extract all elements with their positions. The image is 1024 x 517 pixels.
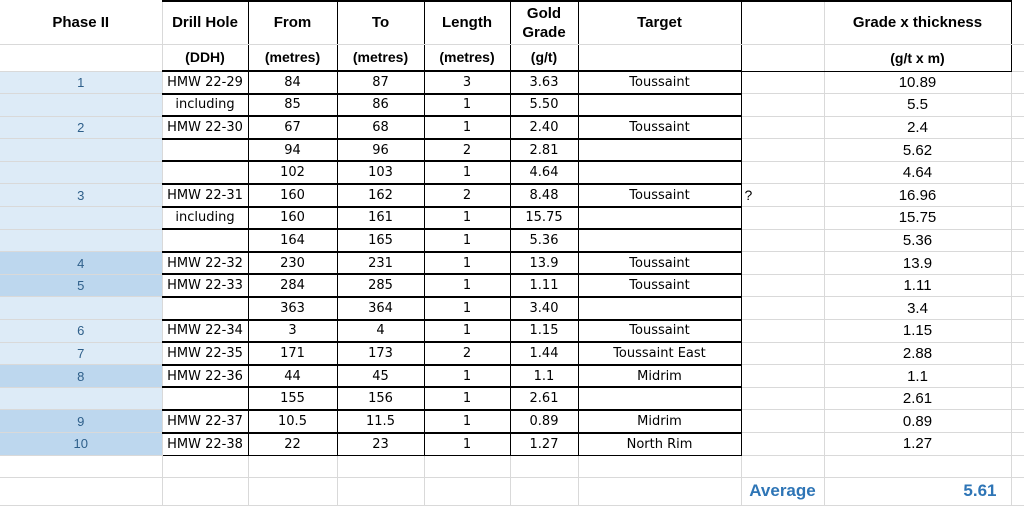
cell-drill-hole: HMW 22-38	[162, 433, 248, 456]
cell-note	[741, 139, 824, 162]
cell-gold-grade: 5.36	[510, 229, 578, 252]
cell-gold-grade: 2.40	[510, 116, 578, 139]
cell-phase: 7	[0, 342, 162, 365]
cell-gold-grade: 4.64	[510, 161, 578, 184]
cell-target	[578, 161, 741, 184]
cell-from: 94	[248, 139, 337, 162]
cell-from: 230	[248, 252, 337, 275]
average-value: 5.61	[824, 477, 1011, 505]
cell-grade-x-thickness: 2.4	[824, 116, 1011, 139]
cell-target: Toussaint	[578, 184, 741, 207]
header-blank-2	[1011, 1, 1024, 44]
cell-from: 10.5	[248, 410, 337, 433]
cell-from: 171	[248, 342, 337, 365]
cell-to: 4	[337, 320, 424, 343]
data-rows	[0, 71, 1024, 455]
cell-drill-hole	[162, 387, 248, 410]
average-label: Average	[741, 477, 824, 505]
cell-from: 160	[248, 184, 337, 207]
cell-gold-grade: 1.44	[510, 342, 578, 365]
cell-blank	[1011, 410, 1024, 433]
cell-target	[578, 297, 741, 320]
cell-gold-grade: 8.48	[510, 184, 578, 207]
cell-note	[741, 297, 824, 320]
cell-length: 1	[424, 433, 510, 456]
table-row	[0, 433, 1024, 456]
cell-drill-hole	[162, 297, 248, 320]
cell-note	[741, 229, 824, 252]
subheader-target	[578, 44, 741, 71]
cell-to: 364	[337, 297, 424, 320]
cell-note	[741, 387, 824, 410]
cell-grade-x-thickness: 16.96	[824, 184, 1011, 207]
cell-to: 162	[337, 184, 424, 207]
spacer-row	[0, 455, 1024, 477]
cell-gold-grade: 2.61	[510, 387, 578, 410]
cell-to: 86	[337, 94, 424, 117]
table-row	[0, 229, 1024, 252]
cell-to: 285	[337, 274, 424, 297]
cell-drill-hole: HMW 22-35	[162, 342, 248, 365]
cell-note: ?	[741, 184, 824, 207]
cell-phase: 6	[0, 320, 162, 343]
cell-to: 11.5	[337, 410, 424, 433]
cell-from: 3	[248, 320, 337, 343]
cell-length: 2	[424, 184, 510, 207]
cell-grade-x-thickness: 5.62	[824, 139, 1011, 162]
table-row	[0, 297, 1024, 320]
cell-blank	[1011, 252, 1024, 275]
header-to: To	[337, 1, 424, 44]
cell-grade-x-thickness: 3.4	[824, 297, 1011, 320]
cell-note	[741, 320, 824, 343]
cell-blank	[1011, 433, 1024, 456]
cell-target: Toussaint	[578, 116, 741, 139]
cell-blank	[1011, 116, 1024, 139]
cell-length: 1	[424, 229, 510, 252]
header-length: Length	[424, 1, 510, 44]
table-row	[0, 139, 1024, 162]
cell-phase: 9	[0, 410, 162, 433]
cell-note	[741, 207, 824, 230]
cell-length: 2	[424, 342, 510, 365]
cell-blank	[1011, 342, 1024, 365]
cell-note	[741, 116, 824, 139]
cell-from: 85	[248, 94, 337, 117]
cell-phase: 1	[0, 71, 162, 94]
cell-grade-x-thickness: 13.9	[824, 252, 1011, 275]
cell-gold-grade: 3.63	[510, 71, 578, 94]
cell-blank	[1011, 207, 1024, 230]
cell-phase	[0, 161, 162, 184]
header-blank	[741, 1, 824, 44]
cell-phase: 4	[0, 252, 162, 275]
cell-gold-grade: 15.75	[510, 207, 578, 230]
cell-gold-grade: 2.81	[510, 139, 578, 162]
cell-note	[741, 433, 824, 456]
cell-drill-hole: including	[162, 207, 248, 230]
table-row	[0, 184, 1024, 207]
header-from: From	[248, 1, 337, 44]
subheader-to: (metres)	[337, 44, 424, 71]
cell-gold-grade: 0.89	[510, 410, 578, 433]
cell-to: 156	[337, 387, 424, 410]
cell-note	[741, 252, 824, 275]
table-row	[0, 94, 1024, 117]
cell-phase	[0, 387, 162, 410]
cell-blank	[1011, 297, 1024, 320]
cell-to: 161	[337, 207, 424, 230]
cell-to: 68	[337, 116, 424, 139]
cell-to: 231	[337, 252, 424, 275]
subheader-row	[0, 44, 1024, 71]
cell-grade-x-thickness: 0.89	[824, 410, 1011, 433]
cell-length: 1	[424, 365, 510, 388]
cell-grade-x-thickness: 2.88	[824, 342, 1011, 365]
cell-gold-grade: 1.27	[510, 433, 578, 456]
cell-phase: 5	[0, 274, 162, 297]
cell-from: 44	[248, 365, 337, 388]
header-phase: Phase II	[0, 1, 162, 44]
cell-drill-hole: HMW 22-30	[162, 116, 248, 139]
table-row	[0, 410, 1024, 433]
cell-from: 84	[248, 71, 337, 94]
cell-note	[741, 161, 824, 184]
cell-note	[741, 274, 824, 297]
cell-length: 1	[424, 274, 510, 297]
cell-length: 2	[424, 139, 510, 162]
header-grade-x-thickness: Grade x thickness	[824, 1, 1011, 44]
cell-drill-hole: HMW 22-32	[162, 252, 248, 275]
cell-drill-hole	[162, 229, 248, 252]
cell-length: 1	[424, 116, 510, 139]
cell-to: 173	[337, 342, 424, 365]
cell-grade-x-thickness: 1.1	[824, 365, 1011, 388]
cell-drill-hole: HMW 22-37	[162, 410, 248, 433]
cell-length: 1	[424, 297, 510, 320]
subheader-ddh: (DDH)	[162, 44, 248, 71]
cell-from: 284	[248, 274, 337, 297]
cell-drill-hole	[162, 161, 248, 184]
cell-grade-x-thickness: 1.15	[824, 320, 1011, 343]
cell-target: Toussaint East	[578, 342, 741, 365]
cell-target: Toussaint	[578, 252, 741, 275]
cell-drill-hole: HMW 22-29	[162, 71, 248, 94]
cell-from: 22	[248, 433, 337, 456]
cell-blank	[1011, 139, 1024, 162]
table-row	[0, 274, 1024, 297]
cell-blank	[1011, 365, 1024, 388]
table-row	[0, 71, 1024, 94]
cell-note	[741, 94, 824, 117]
cell-target	[578, 139, 741, 162]
cell-drill-hole: HMW 22-33	[162, 274, 248, 297]
cell-blank	[1011, 94, 1024, 117]
cell-drill-hole: HMW 22-36	[162, 365, 248, 388]
table-row	[0, 252, 1024, 275]
cell-length: 3	[424, 71, 510, 94]
cell-target: Toussaint	[578, 71, 741, 94]
cell-grade-x-thickness: 5.5	[824, 94, 1011, 117]
cell-phase	[0, 229, 162, 252]
cell-target: Midrim	[578, 410, 741, 433]
cell-gold-grade: 1.15	[510, 320, 578, 343]
cell-to: 96	[337, 139, 424, 162]
table-row	[0, 365, 1024, 388]
cell-grade-x-thickness: 2.61	[824, 387, 1011, 410]
cell-target: Toussaint	[578, 274, 741, 297]
cell-blank	[1011, 184, 1024, 207]
header-drill-hole: Drill Hole	[162, 1, 248, 44]
cell-grade-x-thickness: 1.27	[824, 433, 1011, 456]
cell-length: 1	[424, 320, 510, 343]
cell-from: 160	[248, 207, 337, 230]
cell-grade-x-thickness: 5.36	[824, 229, 1011, 252]
cell-target	[578, 207, 741, 230]
table-row	[0, 387, 1024, 410]
cell-target: North Rim	[578, 433, 741, 456]
cell-blank	[1011, 320, 1024, 343]
cell-length: 1	[424, 207, 510, 230]
cell-target	[578, 94, 741, 117]
header-target: Target	[578, 1, 741, 44]
cell-gold-grade: 5.50	[510, 94, 578, 117]
cell-to: 165	[337, 229, 424, 252]
cell-phase	[0, 139, 162, 162]
cell-note	[741, 71, 824, 94]
cell-grade-x-thickness: 4.64	[824, 161, 1011, 184]
cell-phase: 2	[0, 116, 162, 139]
cell-phase	[0, 94, 162, 117]
header-row	[0, 1, 1024, 44]
cell-blank	[1011, 387, 1024, 410]
average-row	[0, 477, 1024, 505]
cell-target: Midrim	[578, 365, 741, 388]
table-row	[0, 207, 1024, 230]
table-row	[0, 116, 1024, 139]
cell-gold-grade: 1.1	[510, 365, 578, 388]
subheader-gold-grade: (g/t)	[510, 44, 578, 71]
cell-from: 67	[248, 116, 337, 139]
cell-blank	[1011, 274, 1024, 297]
cell-to: 23	[337, 433, 424, 456]
cell-phase	[0, 207, 162, 230]
cell-target: Toussaint	[578, 320, 741, 343]
cell-phase: 10	[0, 433, 162, 456]
cell-grade-x-thickness: 15.75	[824, 207, 1011, 230]
cell-note	[741, 365, 824, 388]
cell-phase	[0, 297, 162, 320]
cell-length: 1	[424, 161, 510, 184]
cell-length: 1	[424, 410, 510, 433]
cell-from: 155	[248, 387, 337, 410]
cell-note	[741, 342, 824, 365]
cell-to: 103	[337, 161, 424, 184]
cell-note	[741, 410, 824, 433]
cell-blank	[1011, 161, 1024, 184]
header-gold-grade: Gold Grade	[510, 1, 578, 44]
cell-gold-grade: 1.11	[510, 274, 578, 297]
cell-length: 1	[424, 387, 510, 410]
subheader-from: (metres)	[248, 44, 337, 71]
cell-length: 1	[424, 94, 510, 117]
subheader-grade-x-thickness: (g/t x m)	[824, 44, 1011, 71]
cell-target	[578, 387, 741, 410]
cell-drill-hole: HMW 22-34	[162, 320, 248, 343]
cell-length: 1	[424, 252, 510, 275]
cell-gold-grade: 3.40	[510, 297, 578, 320]
cell-target	[578, 229, 741, 252]
table-row	[0, 320, 1024, 343]
cell-grade-x-thickness: 10.89	[824, 71, 1011, 94]
cell-from: 164	[248, 229, 337, 252]
table-row	[0, 161, 1024, 184]
subheader-length: (metres)	[424, 44, 510, 71]
cell-from: 363	[248, 297, 337, 320]
cell-blank	[1011, 71, 1024, 94]
cell-drill-hole	[162, 139, 248, 162]
cell-phase: 8	[0, 365, 162, 388]
cell-from: 102	[248, 161, 337, 184]
cell-gold-grade: 13.9	[510, 252, 578, 275]
cell-grade-x-thickness: 1.11	[824, 274, 1011, 297]
cell-drill-hole: including	[162, 94, 248, 117]
cell-drill-hole: HMW 22-31	[162, 184, 248, 207]
cell-to: 45	[337, 365, 424, 388]
cell-to: 87	[337, 71, 424, 94]
table-row	[0, 342, 1024, 365]
cell-phase: 3	[0, 184, 162, 207]
cell-blank	[1011, 229, 1024, 252]
